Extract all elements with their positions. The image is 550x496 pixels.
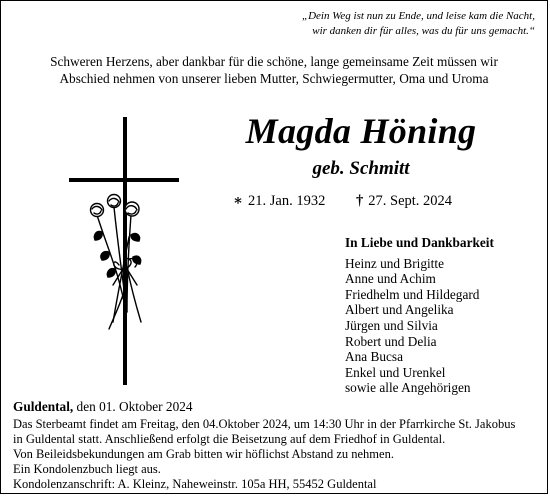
place-and-date bbox=[13, 399, 193, 415]
cross-icon bbox=[69, 117, 179, 385]
mourner: sowie alle Angehörigen bbox=[345, 380, 471, 396]
funeral-details bbox=[13, 417, 543, 492]
funeral-detail-line: Ein Kondolenzbuch liegt aus. bbox=[13, 462, 161, 476]
cross-with-roses-illustration bbox=[69, 117, 209, 387]
life-dates bbox=[233, 192, 452, 210]
death-date: 27. Sept. 2024 bbox=[368, 193, 453, 209]
deceased-name: Magda Höning bbox=[245, 111, 477, 151]
intro-text bbox=[11, 53, 537, 87]
mourner: Anne und Achim bbox=[345, 271, 436, 287]
death-cross-icon: † bbox=[356, 193, 364, 209]
mourners-heading: In Liebe und Dankbarkeit bbox=[345, 235, 494, 250]
funeral-detail-line: Das Sterbeamt findet am Freitag, den 04.Oktober 2024, um 14:30 Uhr in der Pfarrkirche St. Jakobus bbox=[13, 417, 516, 431]
mourner: Jürgen und Silvia bbox=[345, 317, 438, 333]
quote-line: „Dein Weg ist nun zu Ende, und leise kam die Nacht, bbox=[301, 10, 535, 22]
intro-line: Abschied nehmen von unserer lieben Mutter, Schwiegermutter, Oma und Uroma bbox=[59, 71, 489, 86]
mourners-list bbox=[345, 235, 494, 396]
mourner: Enkel und Urenkel bbox=[345, 364, 446, 380]
funeral-detail-line: Kondolenzanschrift: A. Kleinz, Naheweinstr. 105a HH, 55452 Guldental bbox=[13, 477, 377, 491]
mourner: Robert und Delia bbox=[345, 333, 437, 349]
roses-icon bbox=[91, 195, 142, 330]
funeral-detail-line: Von Beileidsbekundungen am Grab bitten wir höflichst Abstand zu nehmen. bbox=[13, 447, 394, 461]
mourner: Ana Bucsa bbox=[345, 349, 403, 365]
memorial-quote bbox=[205, 9, 535, 39]
mourner: Heinz und Brigitte bbox=[345, 255, 444, 271]
birth-star-icon: ∗ bbox=[233, 193, 244, 209]
birth-date-group bbox=[233, 192, 325, 210]
quote-line: wir danken dir für alles, was du für uns gemacht.“ bbox=[312, 25, 535, 37]
mourner: Friedhelm und Hildegard bbox=[345, 286, 480, 302]
place: Guldental, bbox=[13, 399, 74, 414]
intro-line: Schweren Herzens, aber dankbar für die schöne, lange gemeinsame Zeit müssen wir bbox=[50, 54, 498, 69]
mourner: Albert und Angelika bbox=[345, 302, 454, 318]
maiden-name: geb. Schmitt bbox=[312, 158, 410, 179]
death-date-group bbox=[356, 192, 452, 210]
birth-date: 21. Jan. 1932 bbox=[248, 193, 326, 209]
funeral-detail-line: in Guldental statt. Anschließend erfolgt die Beisetzung auf dem Friedhof in Guldental. bbox=[13, 432, 446, 446]
notice-date: den 01. Oktober 2024 bbox=[73, 399, 193, 414]
